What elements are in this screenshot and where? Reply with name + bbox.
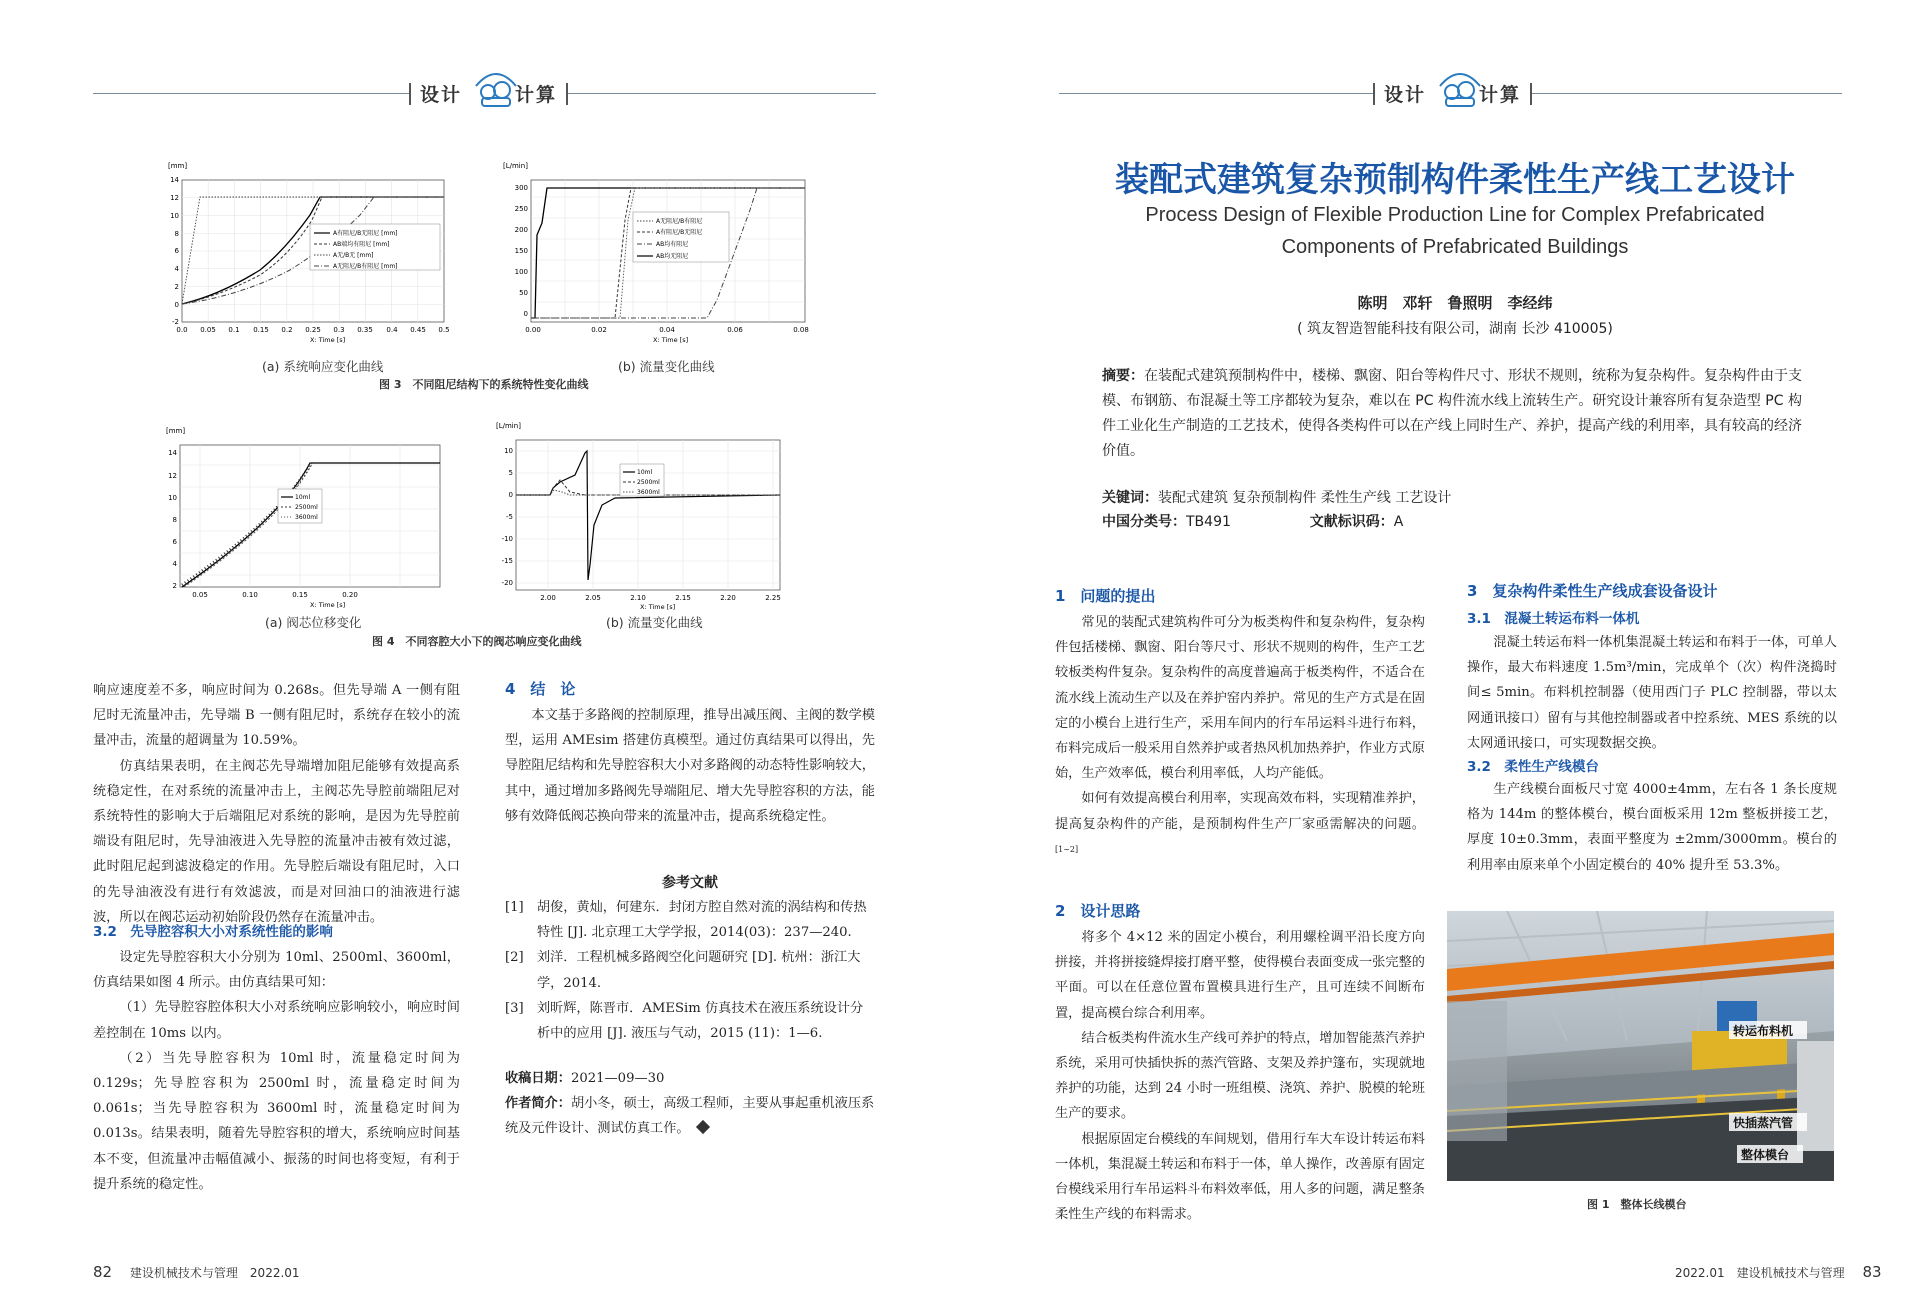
fig3a-legend-3: A无/B无 [mm] (333, 252, 374, 259)
photo-label-3: 整体模台 (1741, 1148, 1790, 1162)
fig4a-yunit: [mm] (166, 427, 186, 435)
journal-info: 建设机械技术与管理 2022.01 (129, 1266, 300, 1280)
section-heading-4: 4 结 论 (505, 680, 576, 698)
fig4a-ytick: 14 (168, 449, 177, 457)
fig3b-xtick: 0.06 (727, 326, 743, 334)
fig3a-legend-4: A无阻尼/B有阻尼 [mm] (333, 263, 398, 270)
footer-left (93, 1263, 300, 1281)
fig3a-ytick: 2 (174, 283, 179, 291)
fig4a-ytick: 2 (172, 582, 177, 590)
header-bar (1373, 83, 1375, 105)
fig4b-xtick: 2.05 (585, 594, 601, 602)
fig4b-yunit: [L/min] (496, 422, 521, 430)
fig4b-ytick: -15 (501, 557, 513, 565)
paragraph: 本文基于多路阀的控制原理，推导出减压阀、主阀的数学模型，运用 AMEsim 搭建仿真模型。通过仿真结果可以得出，先导腔阻尼结构和先导腔容积大小对多路阀的动态特性影响较大，其中，通过增加多路阀先导端阻尼、增大先导腔容积的方法，能够有效降低阀芯换向带来的流量冲击，提高系统稳定性。 (505, 708, 875, 824)
right-col1-top (1055, 610, 1425, 866)
fig3a-ytick: 14 (170, 176, 179, 184)
fig4b-ytick: -20 (501, 579, 513, 587)
fig3b-ytick: 0 (523, 310, 528, 318)
paragraph: （1）先导腔容腔体积大小对系统响应影响较小，响应时间差控制在 10ms 以内。 (93, 1000, 460, 1041)
fig4a-legend (278, 489, 322, 523)
author-label: 作者简介： (505, 1096, 571, 1111)
clc-value: TB491 (1186, 514, 1231, 530)
fig3a-xtick: 0.25 (305, 326, 321, 334)
fig3a-xtick: 0.4 (386, 326, 398, 334)
article-title-en-2: Components of Prefabricated Buildings (1281, 236, 1629, 258)
left-col1-top (93, 678, 460, 930)
fig4a-ytick: 10 (168, 494, 177, 502)
citation: [1~2] (1055, 844, 1079, 854)
fig3b-xtick: 0.04 (659, 326, 675, 334)
fig3b-xtick: 0.08 (793, 326, 809, 334)
fig3b-yunit: [L/min] (503, 162, 528, 170)
page-number: 82 (93, 1263, 113, 1281)
photo-label-2: 快插蒸汽管 (1733, 1116, 1794, 1130)
received-label: 收稿日期： (505, 1071, 571, 1086)
fig4b-xlabel: X: Time [s] (640, 603, 676, 610)
abstract-text: 在装配式建筑预制构件中，楼梯、飘窗、阳台等构件尺寸、形状不规则，统称为复杂构件。复杂构件由于支模、布钢筋、布混凝土等工序都较为复杂，难以在 PC 构件流水线上流转生产。研究设计兼容所有复杂造型 PC 构件工业化生产制造的工艺技术，使得各类构件可以在产线上同时生产、养护，提高产线的利用率，具有较高的经济价值。 (1102, 368, 1802, 459)
fig3a-ytick: 6 (174, 247, 179, 255)
fig3a-caption: (a) 系统响应变化曲线 (262, 359, 384, 374)
paragraph: （2）当先导腔容积为 10ml 时，流量稳定时间为 0.129s；先导腔容积为 2500ml 时，流量稳定时间为 0.061s；当先导腔容积为 3600ml 时，流量稳定时间为 0.013s。结果表明，随着先导腔容积的增大，系统响应时间基本不变，但流量冲击幅值减小、振荡的时间也将变短，有利于提升系统的稳定性。 (93, 1050, 460, 1192)
section-heading-3-2: 3.2 先导腔容积大小对系统性能的影响 (93, 924, 333, 940)
fig4a-legend-2: 2500ml (295, 504, 318, 511)
fig3a-ytick: 10 (170, 212, 179, 220)
fig4a-xtick: 0.10 (242, 591, 258, 599)
header-label-calc: 计算 (515, 84, 558, 106)
fig4b-legend-3: 3600ml (637, 489, 660, 496)
fig3a-yunit: [mm] (168, 162, 188, 170)
paragraph: 根据原固定台模线的车间规划，借用行车大车设计转运布料一体机，集混凝土转运和布料于一体，单人操作，改善原有固定台模线采用行车吊运料斗布料效率低，用人多的问题，满足整条柔性生产线的布料需求。 (1055, 1131, 1425, 1223)
fig1-caption: 图 1 整体长线模台 (1587, 1198, 1687, 1211)
fig3b-plot (495, 160, 815, 350)
factory-photo (1447, 911, 1834, 1181)
fig4a-xlabel: X: Time [s] (310, 601, 346, 609)
fig4a-ytick: 6 (172, 538, 177, 546)
fig3b-ytick: 200 (514, 226, 528, 234)
author-bio (505, 1091, 875, 1141)
header-rule-left-b (568, 93, 876, 94)
keywords (1102, 487, 1451, 507)
conclusion-text (505, 703, 875, 829)
fig3-caption: 图 3 不同阻尼结构下的系统特性变化曲线 (379, 378, 589, 391)
paragraph: 常见的装配式建筑构件可分为板类构件和复杂构件，复杂构件包括楼梯、飘窗、阳台等尺寸、形状不规则的构件，生产工艺较板类构件复杂。复杂构件的高度普遍高于板类构件，不适合在流水线上流动生产以及在养护窑内养护。常见的生产方式是在固定的小模台上进行生产，采用车间内的行车吊运料斗进行布料，布料完成后一般采用自然养护或者热风机加热养护，作业方式原始，生产效率低，模台利用率低，人均产能低。 (1055, 615, 1425, 782)
fig4b-ytick: 5 (508, 469, 513, 477)
header-rule-right-b (1532, 93, 1842, 94)
reference-item: [2] 刘洋．工程机械多路阀空化问题研究 [D]. 杭州：浙江大学，2014. (505, 950, 861, 991)
fig3a-xtick: 0.2 (281, 326, 293, 334)
received-value: 2021—09—30 (570, 1071, 665, 1086)
authors: 陈明 邓轩 鲁照明 李经纬 (1357, 294, 1553, 312)
paragraph: 结合板类构件流水生产线可养护的特点，增加智能蒸汽养护系统，采用可快插快拆的蒸汽管路、支架及养护篷布，实现就地养护的功能，达到 24 小时一班组模、浇筑、养护、脱模的轮班生产的要求。 (1055, 1030, 1425, 1122)
section-heading-1: 1 问题的提出 (1055, 587, 1156, 605)
keywords-label: 关键词： (1102, 490, 1158, 506)
fig4a-xtick: 0.15 (292, 591, 308, 599)
fig3a-xlabel: X: Time [s] (310, 336, 346, 344)
fig4b-xtick: 2.00 (540, 594, 556, 602)
paragraph (1055, 786, 1425, 866)
journal-info: 2022.01 建设机械技术与管理 (1675, 1266, 1845, 1280)
fig3a-xtick: 0.1 (228, 326, 240, 334)
page-number: 83 (1862, 1263, 1882, 1281)
fig4a-plot (160, 425, 450, 610)
fig3a-xtick: 0.15 (253, 326, 269, 334)
fig4a-ytick: 12 (168, 472, 177, 480)
paragraph: 混凝土转运布料一体机集混凝土转运和布料于一体，可单人操作，最大布料速度 1.5m³/min，完成单个（次）构件浇捣时间≤ 5min。布料机控制器（使用西门子 PLC 控制器，带以太网通讯接口）留有与其他控制器或者中控系统、MES 系统的以太网通讯接口，可实现数据交换。 (1467, 635, 1837, 751)
fig3b-legend-3: AB均有阻尼 (656, 241, 689, 248)
fig4b-ytick: -5 (506, 513, 513, 521)
paragraph: 生产线模台面板尺寸宽 4000±4mm，左右各 1 条长度规格为 144m 的整体模台，模台面板采用 12m 整板拼接工艺，厚度 10±0.3mm，表面平整度为 ±2mm/3000mm。模台的利用率由原来单个小固定模台的 40% 提升至 53.3%。 (1467, 782, 1837, 873)
fig3b-ytick: 50 (519, 289, 528, 297)
references-list (505, 895, 875, 1046)
fig3b-caption: (b) 流量变化曲线 (618, 359, 715, 374)
fig3a-legend-2: AB端均有阻尼 [mm] (333, 241, 390, 248)
photo-label-1: 转运布料机 (1733, 1024, 1794, 1038)
end-mark-icon (696, 1120, 710, 1134)
received-date (505, 1066, 875, 1091)
fig3a-ytick: 12 (170, 194, 179, 202)
doc-code-value: A (1393, 514, 1404, 530)
header-label-design: 设计 (420, 84, 463, 106)
fig4a-ytick: 4 (172, 560, 177, 568)
paragraph: 设定先导腔容积大小分别为 10ml、2500ml、3600ml，仿真结果如图 4 所示。由仿真结果可知： (93, 950, 460, 991)
abstract (1102, 364, 1802, 464)
fig3a-xtick: 0.0 (176, 326, 188, 334)
keywords-text: 装配式建筑 复杂预制构件 柔性生产线 工艺设计 (1158, 490, 1452, 506)
abstract-label: 摘要： (1102, 368, 1144, 384)
header-rule-left-a (93, 93, 409, 94)
fig4a-caption: (a) 阀芯位移变化 (265, 615, 362, 630)
fig4b-ytick: 0 (508, 491, 513, 499)
header-rule-right-a (1059, 93, 1373, 94)
reference-item: [3] 刘昕辉，陈晋市．AMESim 仿真技术在液压系统设计分析中的应用 [J]. 液压与气动，2015 (11)：1—6. (505, 1000, 864, 1042)
section-heading-3: 3 复杂构件柔性生产线成套设备设计 (1467, 582, 1718, 600)
fig4b-legend-1: 10ml (637, 469, 653, 476)
fig4a-legend-3: 3600ml (295, 514, 318, 521)
clc-label: 中国分类号： (1102, 514, 1186, 530)
reference-item: [1] 胡俊，黄灿，何建东．封闭方腔自然对流的涡结构和传热特性 [J]. 北京理工大学学报，2014(03)：237—240. (505, 900, 867, 941)
section-heading-3-1: 3.1 混凝土转运布料一体机 (1467, 611, 1640, 627)
author-value: 胡小冬，硕士，高级工程师，主要从事起重机液压系统及元件设计、测试仿真工作。 (505, 1096, 875, 1137)
fig3b-legend-1: A无阻尼/B有阻尼 (656, 218, 703, 225)
right-col2-p2 (1467, 777, 1837, 878)
fig3a-plot (160, 160, 460, 350)
article-title-en-1: Process Design of Flexible Production Line for Complex Prefabricated (1145, 204, 1765, 226)
fig4b-xtick: 2.15 (675, 594, 691, 602)
fig3a-xtick: 0.05 (200, 326, 216, 334)
classification (1102, 511, 1403, 531)
fig3a-xtick: 0.35 (357, 326, 373, 334)
fig4b-plot (490, 420, 790, 610)
fig3b-ytick: 100 (514, 268, 528, 276)
fig3a-ytick: 0 (174, 301, 179, 309)
fig3b-legend (633, 212, 729, 262)
article-title: 装配式建筑复杂预制构件柔性生产线工艺设计 (1115, 160, 1795, 200)
fig3b-xtick: 0.00 (525, 326, 541, 334)
fig4-caption: 图 4 不同容腔大小下的阀芯响应变化曲线 (372, 635, 582, 648)
fig3a-ytick: -2 (172, 318, 179, 326)
right-col1-bottom (1055, 925, 1425, 1227)
footer-right (1675, 1263, 1882, 1281)
fig3a-xtick: 0.3 (333, 326, 345, 334)
affiliation: ( 筑友智造智能科技有限公司，湖南 长沙 410005) (1297, 321, 1613, 337)
fig3a-legend-1: A有阻尼/B无阻尼 [mm] (333, 230, 398, 237)
fig4a-legend-1: 10ml (295, 494, 311, 501)
fig4b-xtick: 2.25 (765, 594, 781, 602)
fig3b-legend-2: A有阻尼/B无阻尼 (656, 229, 703, 236)
fig3b-ytick: 300 (514, 184, 528, 192)
doc-code-label: 文献标识码： (1309, 514, 1394, 530)
section-heading-3-2: 3.2 柔性生产线模台 (1467, 759, 1599, 775)
fig3a-ytick: 4 (174, 265, 179, 273)
paragraph: 响应速度差不多，响应时间为 0.268s。但先导端 A 一侧有阻尼时无流量冲击，先导端 B 一侧有阻尼时，系统存在较小的流量冲击，流量的超调量为 10.59%。 (93, 683, 460, 749)
paragraph-text: 如何有效提高模台利用率，实现高效布料，实现精准养护，提高复杂构件的产能，是预制构件生产厂家亟需解决的问题。 (1055, 791, 1425, 832)
paragraph: 将多个 4×12 米的固定小模台，利用螺栓调平沿长度方向拼接，并将拼接缝焊接打磨平整，使得模台表面变成一张完整的平面。可以在任意位置布置模具进行生产，且可连续不间断布置，提高模台综合利用率。 (1055, 930, 1425, 1021)
fig3b-ytick: 150 (514, 247, 528, 255)
references-title: 参考文献 (662, 875, 718, 891)
right-col2-p1 (1467, 630, 1837, 756)
header-bar (409, 83, 411, 105)
fig3b-ytick: 250 (514, 205, 528, 213)
left-col1-bottom (93, 945, 460, 1197)
header-label-design: 设计 (1384, 84, 1427, 106)
fig3a-xtick: 0.45 (410, 326, 426, 334)
fig4b-legend (620, 464, 664, 496)
header-bar (566, 83, 568, 105)
fig3b-legend-4: AB均无阻尼 (656, 253, 689, 260)
fig3a-xtick: 0.5 (438, 326, 450, 334)
fig3a-ytick: 8 (174, 230, 179, 238)
fig4b-ytick: -10 (501, 535, 513, 543)
fig4b-xtick: 2.20 (720, 594, 736, 602)
fig4a-xtick: 0.05 (192, 591, 208, 599)
paragraph: 仿真结果表明，在主阀芯先导端增加阻尼能够有效提高系统稳定性，在对系统的流量冲击上，主阀芯先导腔前端阻尼对系统特性的影响大于后端阻尼对系统的影响，是因为先导腔前端设有阻尼时，先导油液进入先导腔的流量冲击被有效过滤，此时阻尼起到滤波稳定的作用。先导腔后端设有阻尼时，入口的先导油液没有进行有效滤波，而是对回油口的油液进行滤波，所以在阀芯运动初始阶段仍然存在流量冲击。 (93, 758, 460, 925)
fig3b-xlabel: X: Time [s] (653, 336, 689, 344)
fig3a-legend (310, 224, 440, 270)
fig4b-caption: (b) 流量变化曲线 (606, 615, 703, 630)
fig4a-ytick: 8 (172, 516, 177, 524)
header-bar (1530, 83, 1532, 105)
fig4b-xtick: 2.10 (630, 594, 646, 602)
fig3b-xtick: 0.02 (591, 326, 607, 334)
section-heading-2: 2 设计思路 (1055, 902, 1141, 920)
fig4a-xtick: 0.20 (342, 591, 358, 599)
header-label-calc: 计算 (1479, 84, 1522, 106)
fig4b-ytick: 10 (504, 447, 513, 455)
fig4b-legend-2: 2500ml (637, 479, 660, 486)
